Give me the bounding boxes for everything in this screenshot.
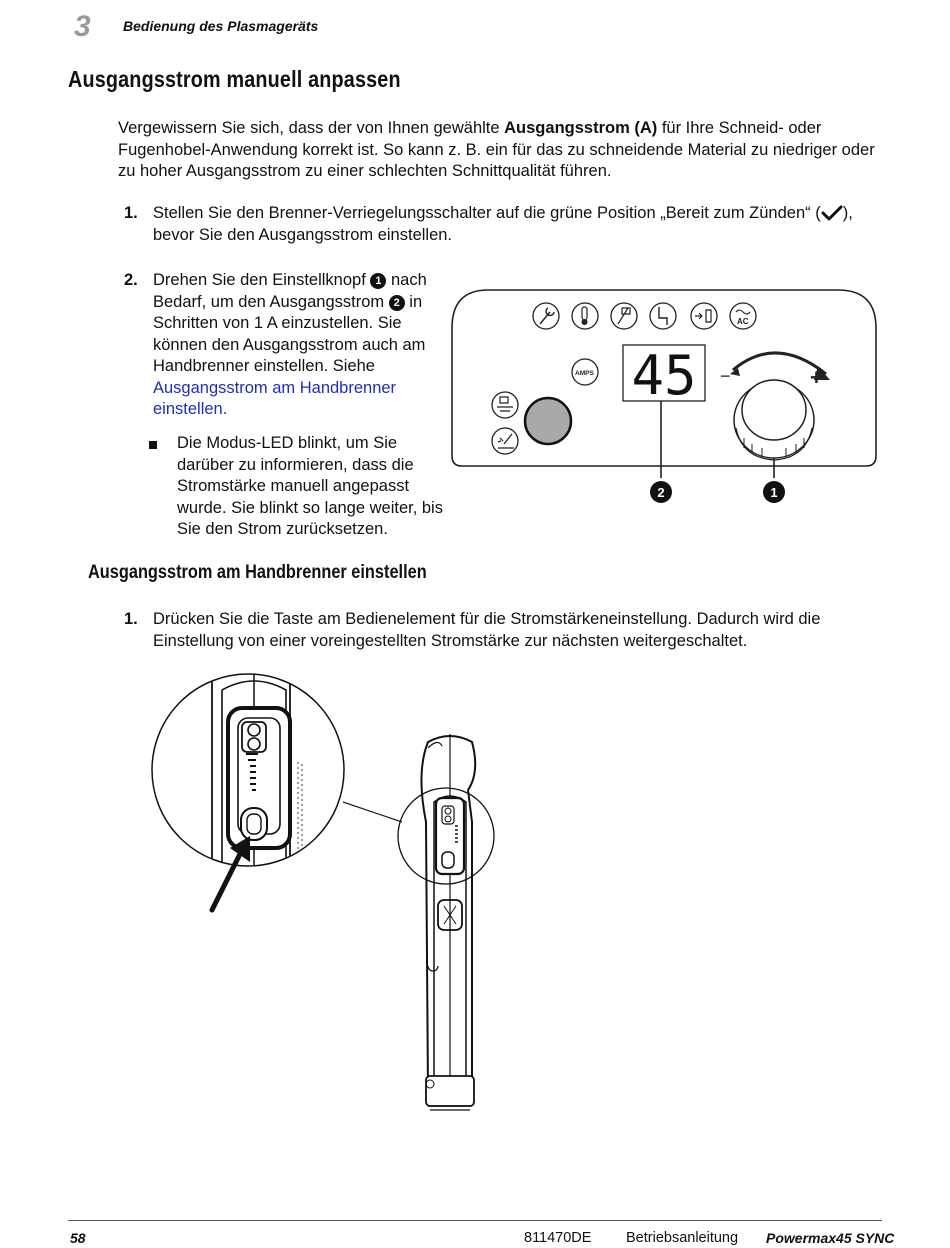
step-1-text-a: Stellen Sie den Brenner-Verriegelungsschalter auf die grüne Position „Bereit zum Zünden“ ( xyxy=(153,204,821,222)
callout-2-badge: 2 xyxy=(389,295,405,311)
footer-rule xyxy=(68,1220,882,1221)
subsection-title: Ausgangsstrom am Handbrenner einstellen xyxy=(88,562,427,583)
intro-bold: Ausgangsstrom (A) xyxy=(504,119,658,137)
handbrenner-link[interactable]: Ausgangsstrom am Handbrenner einstellen. xyxy=(153,378,397,418)
wrench-icon xyxy=(533,303,559,329)
callout-1-badge: 1 xyxy=(370,273,386,289)
display-value: 45 xyxy=(631,344,697,407)
cutting-mode-icon xyxy=(492,392,518,418)
subsection-step-1-number: 1. xyxy=(124,610,138,628)
step-1 xyxy=(124,203,884,249)
step-2-text-b: nach Bedarf, um den Ausgangsstrom xyxy=(153,271,427,311)
amps-label: AMPS xyxy=(575,370,594,377)
callout-1-text: 1 xyxy=(770,485,778,500)
bullet-text: Die Modus-LED blinkt, um Sie darüber zu informieren, dass die Stromstärke manuell angepasst wurde. Sie blinkt so lange weiter, bis Sie den Strom zurücksetzen. xyxy=(177,434,443,538)
footer-page-number: 58 xyxy=(70,1230,86,1246)
subsection-step-1 xyxy=(124,609,884,655)
amps-button xyxy=(572,359,598,385)
control-panel-illustration xyxy=(448,288,882,510)
step-1-text-b: ), bevor Sie den Ausgangsstrom einstellen. xyxy=(153,204,853,244)
step-2 xyxy=(124,270,444,430)
consumable-icon xyxy=(611,303,637,329)
section-title: Ausgangsstrom manuell anpassen xyxy=(68,66,401,92)
subsection-step-1-text: Drücken Sie die Taste am Bedienelement für die Stromstärkeneinstellung. Dadurch wird die Einstellung von einer voreingestellten Stromstärke zur nächsten weitergeschaltet. xyxy=(153,610,821,650)
bullet-square xyxy=(149,441,157,449)
footer-product: Powermax45 SYNC xyxy=(766,1230,895,1246)
gouging-mode-icon xyxy=(492,428,518,454)
chapter-title: Bedienung des Plasmageräts xyxy=(123,18,319,34)
plus-label: + xyxy=(810,365,823,390)
adjustment-knob xyxy=(734,380,814,460)
callout-2-text: 2 xyxy=(657,485,665,500)
hand-torch-illustration xyxy=(150,672,510,1118)
step-2-text xyxy=(153,270,445,421)
thermometer-icon xyxy=(572,303,598,329)
ac-icon xyxy=(730,303,756,329)
mode-led xyxy=(525,398,571,444)
intro-text-1: Vergewissern Sie sich, dass der von Ihnen gewählte xyxy=(118,119,505,137)
step-2-number: 2. xyxy=(124,271,138,289)
intro-paragraph xyxy=(118,118,888,183)
minus-label: − xyxy=(720,366,731,386)
intro-text-2: für Ihre Schneid- oder Fugenhobel-Anwendung korrekt ist. So kann z. B. ein für das zu schneidende Material zu niedriger oder zu hoher Ausgangsstrom zu einer schlechten Schnittqualität führen. xyxy=(118,119,875,180)
zoom-leader-line xyxy=(343,802,402,822)
footer-doc-number: 811470DE xyxy=(524,1230,592,1246)
step-1-number: 1. xyxy=(124,204,138,222)
current-display xyxy=(623,344,705,407)
ac-label: AC xyxy=(737,317,749,326)
footer-manual: Betriebsanleitung xyxy=(626,1230,739,1246)
step-2-text-a: Drehen Sie den Einstellknopf xyxy=(153,271,371,289)
gas-pressure-icon xyxy=(691,303,717,329)
step-2-text-c: in Schritten von 1 A einzustellen. Sie können den Ausgangsstrom auch am Handbrenner einstellen. Siehe xyxy=(153,292,426,375)
power-fault-icon xyxy=(650,303,676,329)
checkmark-icon xyxy=(821,205,843,221)
step-1-text xyxy=(153,203,873,246)
chapter-number: 3 xyxy=(74,10,91,43)
